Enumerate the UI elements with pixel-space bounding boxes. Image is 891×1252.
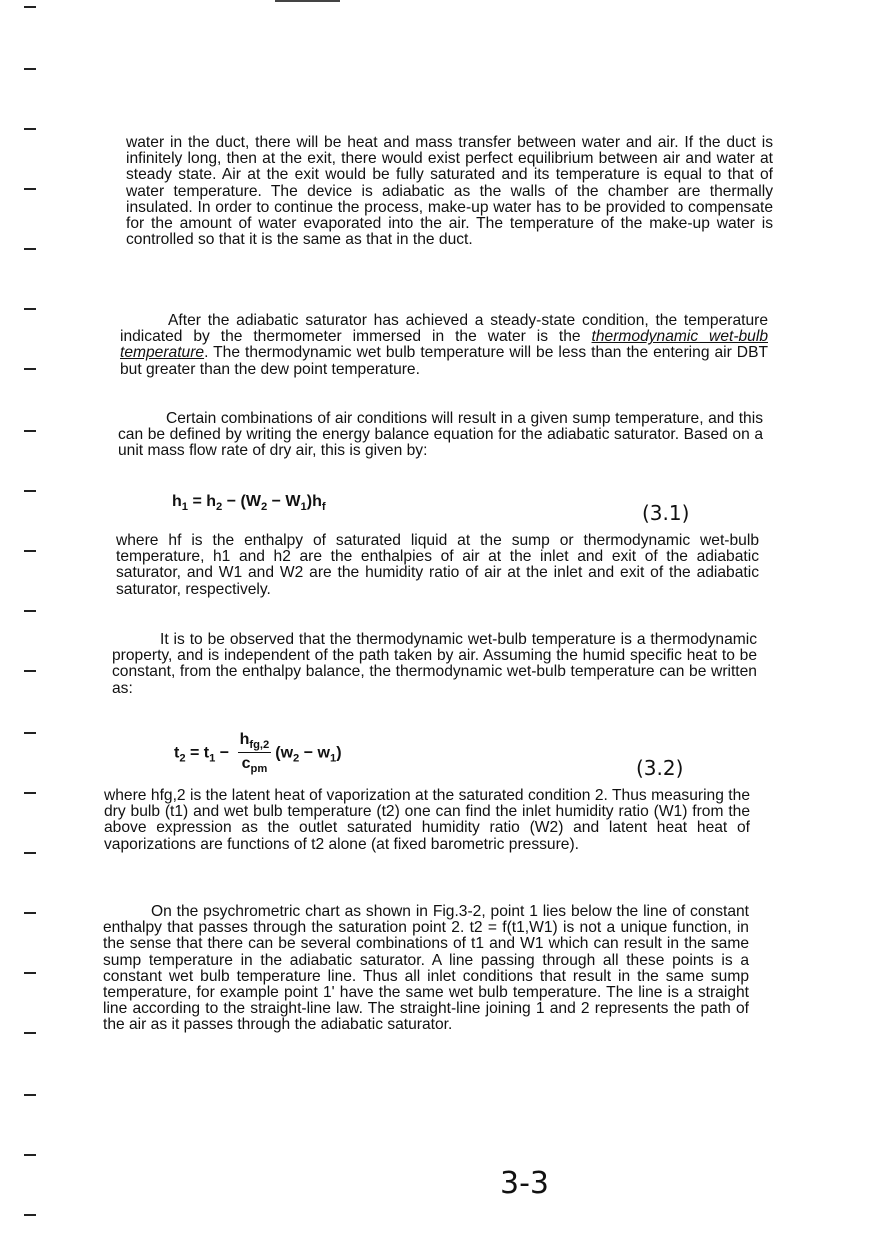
paragraph-3: Certain combinations of air conditions will result in a given sump temperature, and this can be defined by writing the energy balance equation for the adiabatic saturator. Based on a unit mass flow rate of dry air, this is given by: <box>118 410 763 460</box>
equation-number-3-1: (3.1) <box>642 501 690 525</box>
binding-margin-marks <box>0 0 60 1252</box>
scan-artifact-line <box>275 0 340 2</box>
equation-3-2: $t_2 = t_1$ − $\frac{h_{fg,2}}{c_{pm}}$ $(w_2 - w_1)$ <box>174 731 342 776</box>
equation-number-3-2: (3.2) <box>636 756 684 780</box>
paragraph-2-text-a: After the adiabatic saturator has achieved a steady-state condition, the temperature indicated by the thermometer immersed in the water is the <box>120 312 768 346</box>
thermodynamic-wet-bulb-term: thermodynamic wet-bulb temperature <box>120 328 768 362</box>
paragraph-2 <box>120 313 768 378</box>
paragraph-2-text-b: . The thermodynamic wet bulb temperature will be less than the entering air DBT but greater than the dew point temperature. <box>120 344 768 378</box>
paragraph-4: where hf is the enthalpy of saturated liquid at the sump or thermodynamic wet-bulb temperature, h1 and h2 are the enthalpies of air at the inlet and exit of the adiabatic saturator, and W1 and W2 are the humidity ratio of air at the inlet and exit of the adiabatic saturator, respectively. <box>116 532 759 598</box>
equation-3-1: $h_1 = h_2 - (W_2 - W_1)h_f$ <box>172 493 326 514</box>
page-number: 3-3 <box>500 1166 549 1201</box>
paragraph-7: On the psychrometric chart as shown in Fig.3-2, point 1 lies below the line of constant enthalpy that passes through the saturation point 2. t2 = f(t1,W1) is not a unique function, in the sense that there can be several combinations of t1 and W1 which can result in the same sump temperature in the adiabatic saturator. A line passing through all these points is a constant wet bulb temperature line. Thus all inlet conditions that result in the same sump temperature, for example point 1' have the same wet bulb temperature. The line is a straight line according to the straight-line law. The straight-line joining 1 and 2 represents the path of the air as it passes through the adiabatic saturator. <box>103 903 749 1034</box>
paragraph-1: water in the duct, there will be heat and mass transfer between water and air. If the duct is infinitely long, then at the exit, there would exist perfect equilibrium between air and water at steady state. Air at the exit would be fully saturated and its temperature is equal to that of water temperature. The device is adiabatic as the walls of the chamber are thermally insulated. In order to continue the process, make-up water has to be provided to compensate for the amount of water evaporated into the air. The temperature of the make-up water is controlled so that it is the same as that in the duct. <box>126 134 773 249</box>
paragraph-6: where hfg,2 is the latent heat of vaporization at the saturated condition 2. Thus measuring the dry bulb (t1) and wet bulb temperature (t2) one can find the inlet humidity ratio (W1) from the above expression as the outlet saturated humidity ratio (W2) and latent heat heat of vaporizations are functions of t2 alone (at fixed barometric pressure). <box>104 787 750 853</box>
paragraph-5: It is to be observed that the thermodynamic wet-bulb temperature is a thermodynamic property, and is independent of the path taken by air. Assuming the humid specific heat to be constant, from the enthalpy balance, the thermodynamic wet-bulb temperature can be written as: <box>112 631 757 697</box>
